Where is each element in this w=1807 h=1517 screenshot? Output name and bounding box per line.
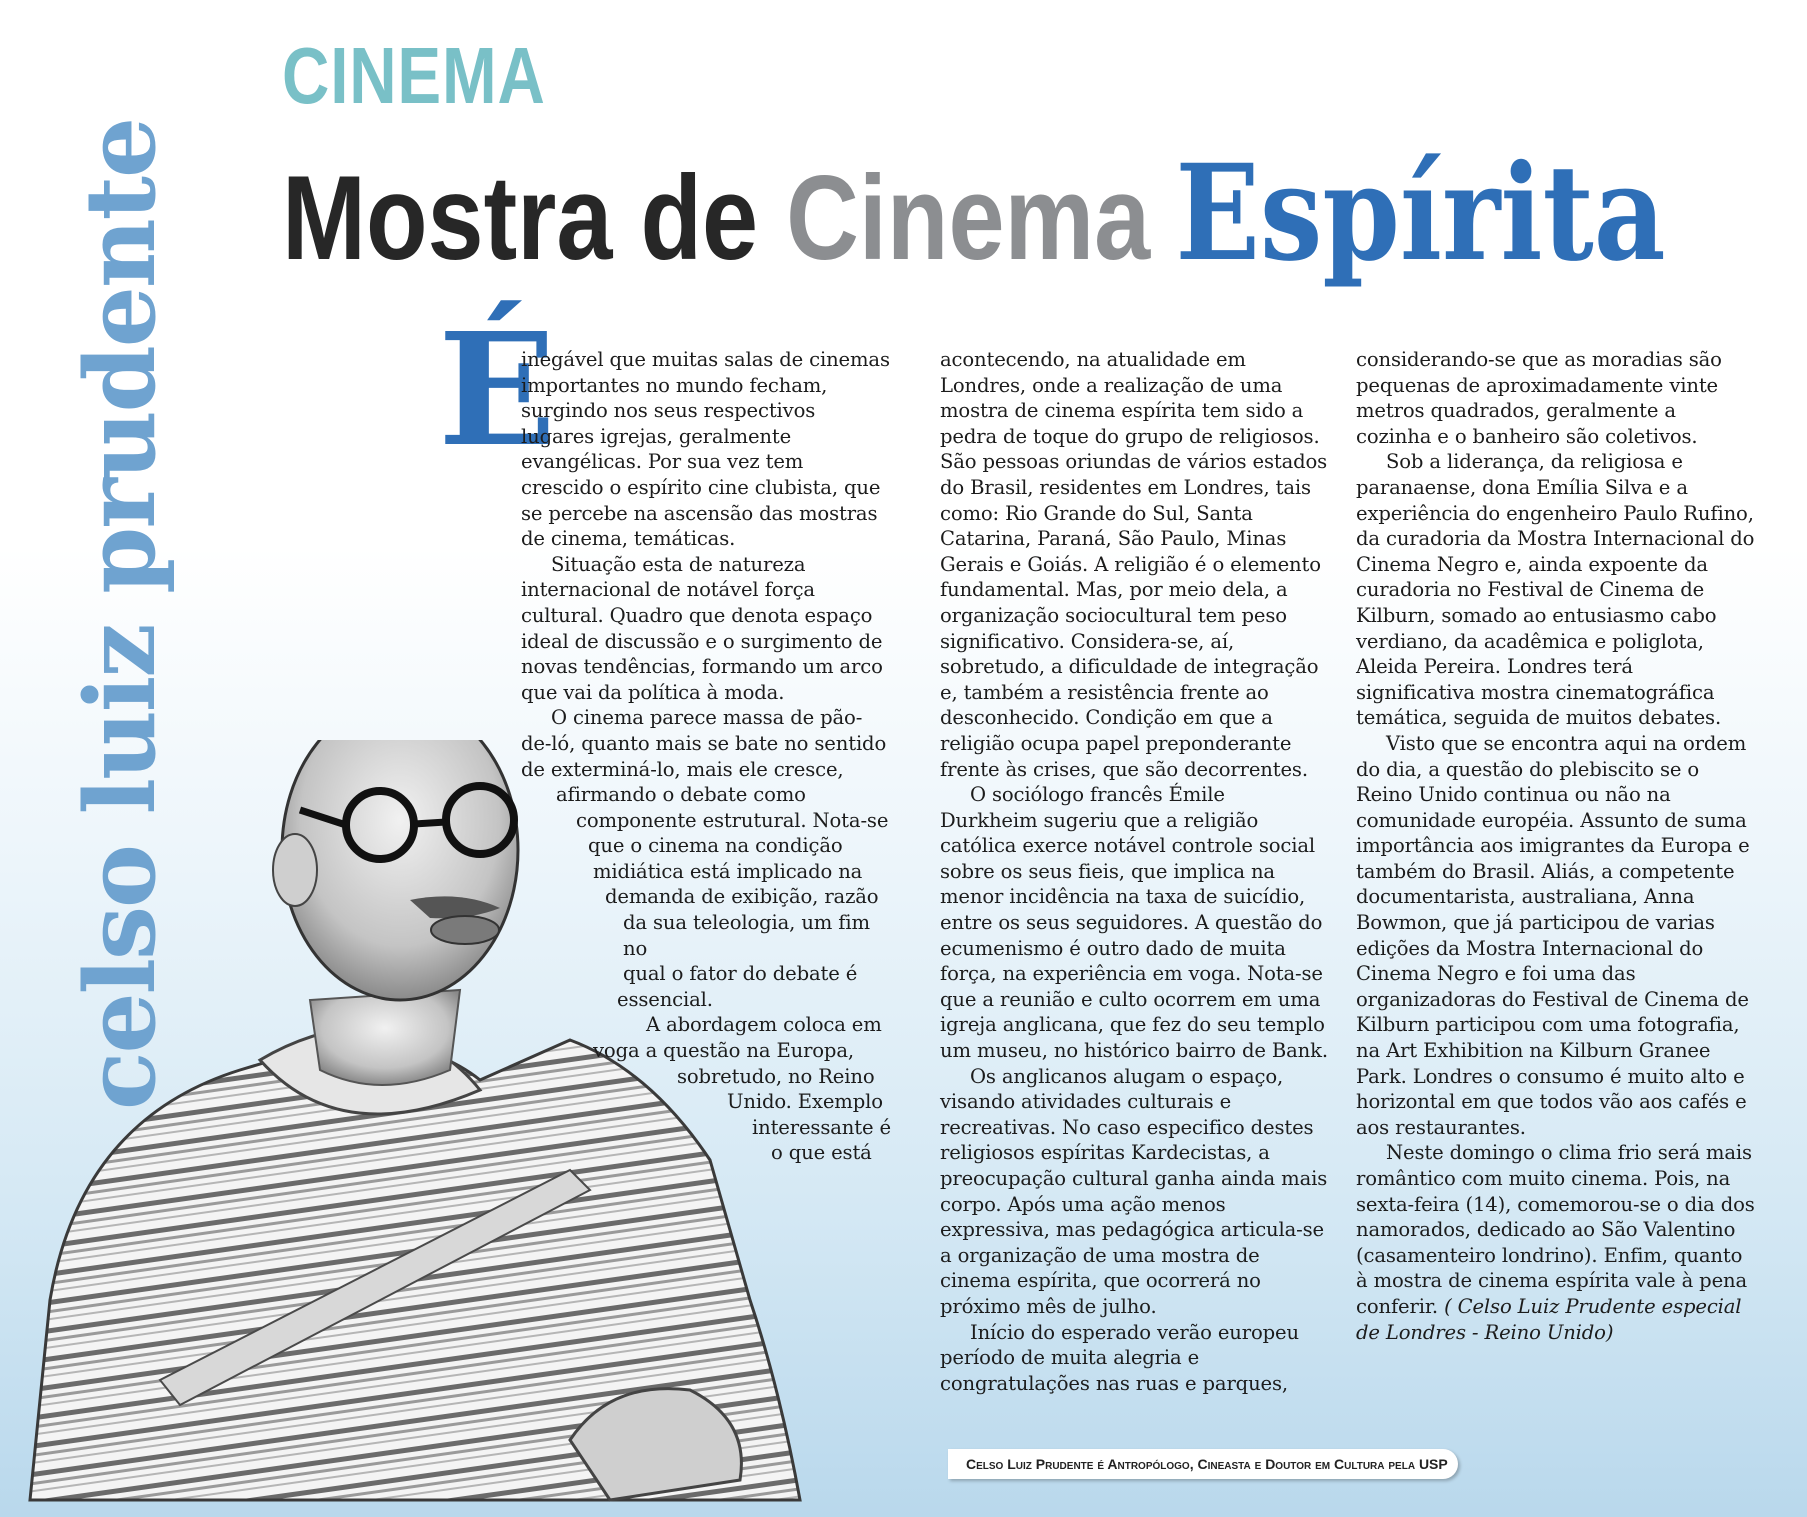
col1-line: voga a questão na Europa, <box>593 1039 854 1063</box>
col1-line: demanda de exibição, razão <box>605 885 879 909</box>
col1-paragraph: O cinema parece massa de pão-de-ló, quanto mais se bate no sentido de exterminá-lo, mais ele cresce, <box>521 706 887 781</box>
col1-line: sobretudo, no Reino <box>677 1064 875 1088</box>
author-vertical-byline: celso luiz prudente <box>64 118 177 1110</box>
col1-line: Unido. Exemplo <box>727 1090 883 1114</box>
col3-paragraph: Sob a liderança, da religiosa e paranaense, dona Emília Silva e a experiência do engenheiro Paulo Rufino, da curadoria da Mostra Internacional do Cinema Negro e, ainda expoente da curadoria no Festival de Cinema de Kilburn, somado ao entusiasmo cabo verdiano, da acadêmica e poliglota, Aleida Pereira. Londres terá significativa mostra cinematográfica temática, seguida de muitos debates. <box>1356 450 1755 730</box>
author-credit: Celso Luiz Prudente é Antropólogo, Cineasta e Doutor em Cultura pela USP <box>966 1456 1448 1472</box>
col1-line: o que está <box>771 1141 872 1165</box>
col1-paragraph: Situação esta de natureza internacional de notável força cultural. Quadro que denota espaço ideal de discussão e o surgimento de novas tendências, formando um arco que vai da política à moda. <box>521 552 883 704</box>
col1-line: qual o fator do debate é <box>623 962 858 986</box>
col3-last-text: Neste domingo o clima frio será mais romântico com muito cinema. Pois, na sexta-feira (14), comemorou-se o dia dos namorados, dedicado ao São Valentino (casamenteiro londrino). Enfim, quanto à mostra de cinema espírita vale à pena conferir. <box>1356 1141 1755 1318</box>
col1-line: essencial. <box>617 987 713 1011</box>
headline <box>282 136 1666 291</box>
signature: ( Celso Luiz Prudente especial de Londres - Reino Unido) <box>1356 1294 1742 1344</box>
col1-line: da sua teleologia, um fim no <box>623 911 870 960</box>
headline-word-2: Cinema <box>786 151 1151 285</box>
headline-word-3: Espírita <box>1175 136 1666 291</box>
col1-line: componente estrutural. Nota-se <box>576 808 889 832</box>
col1-line: midiática está implicado na <box>593 859 863 883</box>
col1-line: que o cinema na condição <box>588 834 843 858</box>
col3-paragraph: Visto que se encontra aqui na ordem do dia, a questão do plebiscito se o Reino Unido continua ou não na comunidade européia. Assunto de suma importância aos imigrantes da Europa e também do Brasil. Aliás, a competente documentarista, australiana, Anna Bowmon, que já participou de varias edições da Mostra Internacional do Cinema Negro e foi uma das organizadoras do Festival de Cinema de Kilburn participou com uma fotografia, na Art Exhibition na Kilburn Granee Park. Londres o consumo é muito alto e horizontal em que todos vão aos cafés e aos restaurantes. <box>1356 731 1750 1139</box>
col3-paragraph: considerando-se que as moradias são pequenas de aproximadamente vinte metros quadrados, geralmente a cozinha e o banheiro são coletivos. <box>1356 348 1722 448</box>
article-column-3 <box>1356 347 1756 1345</box>
article-column-1 <box>521 347 891 1166</box>
col2-paragraph: Início do esperado verão europeu período de muita alegria e congratulações nas ruas e parques, <box>940 1320 1299 1395</box>
col3-paragraph <box>1356 1140 1756 1345</box>
col1-line: interessante é <box>752 1115 891 1139</box>
col1-paragraph: inegável que muitas salas de cinemas importantes no mundo fecham, surgindo nos seus respectivos lugares igrejas, geralmente evangélicas. Por sua vez tem crescido o espírito cine clubista, que se percebe na ascensão das mostras de cinema, temáticas. <box>521 348 890 551</box>
col1-line: A abordagem coloca em <box>646 1013 882 1037</box>
article-column-2 <box>940 347 1328 1396</box>
col2-paragraph: O sociólogo francês Émile Durkheim sugeriu que a religião católica exerce notável controle social sobre os seus fieis, que implica na menor incidência na taxa de suicídio, entre os seus seguidores. A questão do ecumenismo é outro dado de muita força, na experiência em voga. Nota-se que a reunião e culto ocorrem em uma igreja anglicana, que fez do seu templo um museu, no histórico bairro de Bank. <box>940 783 1328 1063</box>
col2-paragraph: Os anglicanos alugam o espaço, visando atividades culturais e recreativas. No caso especifico destes religiosos espíritas Kardecistas, a preocupação cultural ganha ainda mais corpo. Após uma ação menos expressiva, mas pedagógica articula-se a organização de uma mostra de cinema espírita, que ocorrerá no próximo mês de julho. <box>940 1064 1328 1318</box>
drop-cap: É <box>438 298 557 481</box>
col2-paragraph: acontecendo, na atualidade em Londres, onde a realização de uma mostra de cinema espírita tem sido a pedra de toque do grupo de religiosos. São pessoas oriundas de vários estados do Brasil, residentes em Londres, tais como: Rio Grande do Sul, Santa Catarina, Paraná, São Paulo, Minas Gerais e Goiás. A religião é o elemento fundamental. Mas, por meio dela, a organização sociocultural tem peso significativo. Considera-se, aí, sobretudo, a dificuldade de integração e, também a resistência frente ao desconhecido. Condição em que a religião ocupa papel preponderante frente às crises, que são decorrentes. <box>940 348 1328 781</box>
headline-word-1: Mostra de <box>282 151 759 285</box>
section-label: CINEMA <box>282 31 546 120</box>
col1-line: afirmando o debate como <box>556 783 806 807</box>
